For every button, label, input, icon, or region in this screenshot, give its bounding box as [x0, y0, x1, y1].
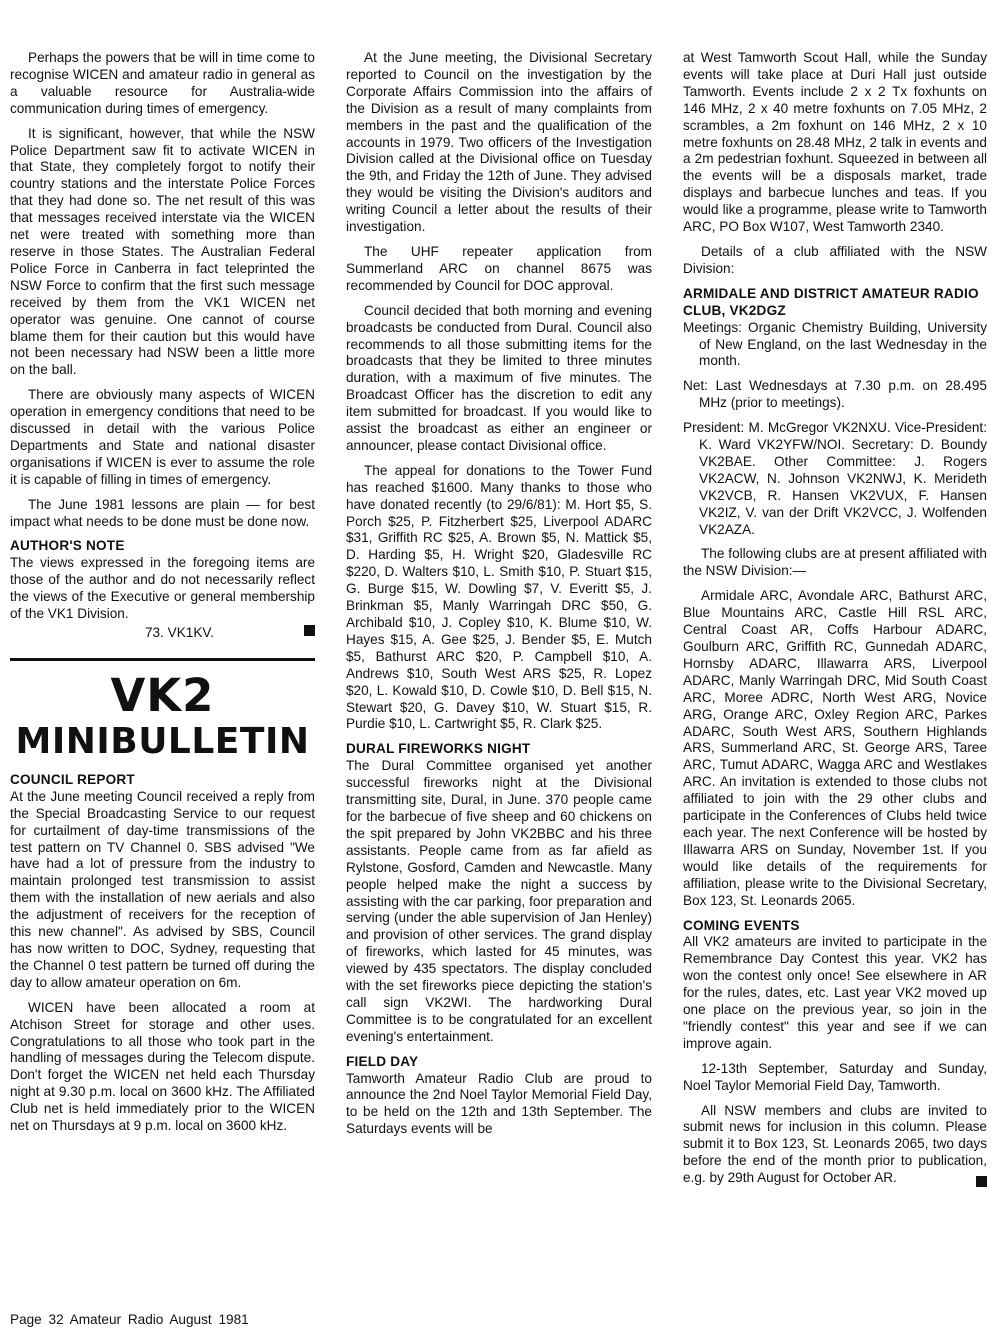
banner-title: VK2	[110, 668, 215, 722]
banner-subtitle: MINIBULLETIN	[15, 720, 310, 762]
paragraph: The UHF repeater application from Summerland ARC on channel 8675 was recommended by Council for DOC approval.	[346, 243, 652, 293]
section-heading-authors-note: AUTHOR'S NOTE	[10, 538, 125, 554]
column-2	[346, 50, 652, 1146]
section-heading-council-report: COUNCIL REPORT	[10, 771, 135, 787]
paragraph: 12-13th September, Saturday and Sunday, Noel Taylor Memorial Field Day, Tamworth.	[683, 1060, 987, 1093]
divider	[10, 658, 315, 661]
paragraph: At the June meeting, the Divisional Secretary reported to Council on the investigation by the Corporate Affairs Commission into the affairs of the Division as a result of many complaints from members in the past and the qualification of the accounts in 1979. Two officers of the Investigation Division called at the Divisional office on Tuesday the 9th, and Friday the 12th of June. They advised they would be visiting the Division's auditors and writing Council a letter about the results of their investigation.	[346, 50, 652, 235]
section-heading-field-day: FIELD DAY	[346, 1053, 419, 1069]
section-heading-coming-events: COMING EVENTS	[683, 917, 800, 933]
signature-line	[10, 625, 315, 642]
paragraph: The following clubs are at present affiliated with the NSW Division:—	[683, 546, 987, 579]
paragraph: at West Tamworth Scout Hall, while the Sunday events will take place at Duri Hall just outside Tamworth. Events include 2 x 2 Tx foxhunts on 146 MHz, 2 x 40 metre foxhunts on 7.05 MHz, 2 scrambles, a 2m foxhunt on 146 MHz, 2 x 10 metre foxhunts on 28.48 MHz, 2 talk in events and a 2m pedestrian foxhunt. Squeezed in between all the events will be a disposals market, trade displays and barbecue lunches and teas. If you would like a programme, please write to Tamworth ARC, PO Box W107, West Tamworth 2340.	[683, 50, 987, 235]
end-mark-icon	[976, 1176, 987, 1187]
club-net: Net: Last Wednesdays at 7.30 p.m. on 28.495 MHz (prior to meetings).	[683, 378, 987, 411]
paragraph: Council decided that both morning and evening broadcasts be conducted from Dural. Council also recommends to all those submitting items for the broadcasts that they be limited to three minutes duration, with a maximum of five minutes. The Broadcast Officer has the discretion to edit any item submitted for broadcast. If you would like to assist the broadcast as either an engineer or announcer, please contact Divisional office.	[346, 302, 652, 453]
club-meetings: Meetings: Organic Chemistry Building, University of New England, on the last Wednesday in the month.	[683, 319, 987, 369]
section-heading-dural-fireworks: DURAL FIREWORKS NIGHT	[346, 741, 531, 757]
paragraph: There are obviously many aspects of WICEN operation in emergency conditions that need to be discussed in detail with the various Police Departments and State and national disaster organisations if WICEN is ever to assume the role it is capable of filling in times of emergency.	[10, 387, 315, 487]
paragraph: All VK2 amateurs are invited to participate in the Remembrance Day Contest this year. VK2 has won the contest only once! See elsewhere in AR for the rules, dates, etc. Last year VK2 moved up one place on the previous year, so join in the "friendly contest" this year and see if we can improve again.	[683, 934, 987, 1051]
paragraph: Armidale ARC, Avondale ARC, Bathurst ARC, Blue Mountains ARC, Castle Hill RSL ARC, Central Coast AR, Coffs Harbour ADARC, Goulburn ARC, Griffith RC, Gunnedah ADARC, Hornsby ADARC, Illawarra ARS, Liverpool ADARC, Manly Warringah DRC, Mid South Coast ARC, Moree ADRC, North West ARG, Novice ARG, Orange ARC, Oxley Region ARC, Parkes ADARC, South West ARS, Southern Highlands ARS, Summerland ARC, St. George ARS, Taree ARC, Tumut ADARC, Wagga ARC and Westlakes ARC. An invitation is extended to those clubs not affiliated to join with the 29 other clubs and participate in the Conferences of Clubs held twice each year. The next Conference will be hosted by Illawarra ARS on Sunday, November 1st. If you would like details of the requirements for affiliation, please write to the Divisional Secretary, Box 123, St. Leonards 2065.	[683, 588, 987, 908]
paragraph: The Dural Committee organised yet another successful fireworks night at the Divisional transmitting site, Dural, in June. 370 people came for the barbecue of five sheep and 60 chickens on the spit prepared by John VK2BBC and his three assistants. People came from as far afield as Rylstone, Gosford, Camden and Newcastle. Many people helped make the night a success by assisting with the car parking, foor preparation and serving (under the able supervision of Jan Henley) and provision of other services. The grand display of fireworks, which lasted for 45 minutes, was viewed by 435 spectators. The display concluded with the set fireworks piece depicting the station's call sign VK2WI. The hardworking Dural Committee is to be congratulated for an excellent evening's entertainment.	[346, 758, 652, 1044]
page-footer: Page 32 Amateur Radio August 1981	[10, 1312, 249, 1327]
section-heading-armidale-club: ARMIDALE AND DISTRICT AMATEUR RADIO CLUB, VK2DGZ	[683, 285, 979, 318]
paragraph: It is significant, however, that while the NSW Police Department saw fit to activate WICEN in that State, they completely forgot to notify their country stations and the interstate Police Forces that they had done so. The net result of this was that messages received interstate via the WICEN net were treated with something more than reserve in those States. The Australian Federal Police Force in Canberra in fact teleprinted the NSW Force to confirm that the first such message received by them from the VK1 WICEN net operator was genuine. One cannot of course blame them for their caution but this would have not been necessary had NSW been a little more on the ball.	[10, 125, 315, 378]
paragraph: The appeal for donations to the Tower Fund has reached $1600. Many thanks to those who have donated recently (to 29/6/81): M. Hort $5, S. Porch $25, P. Fitzherbert $25, Liverpool ADARC $31, Griffith RC $25, A. Brown $5, N. Mattick $5, D. Harding $5, H. Wright $20, Gladesville RC $220, D. Walters $10, L. Smith $10, P. Stuart $15, G. Burge $15, W. Dowling $7, V. Everitt $5, J. Brinkman $5, Manly Warringah DRC $50, G. Archibald $10, J. Copley $10, K. Blume $10, W. Hayes $15, A. Gee $25, J. Bender $5, E. Mutch $5, Bathurst ARC $20, P. Campbell $10, A. Andrews $10, South West ARS $25, R. Lopez $20, L. Kowald $10, D. Cowle $10, D. Bell $15, N. Stewart $20, G. Davey $10, W. Stuart $15, R. Purdie $10, L. Cartwright $5, R. Clark $25.	[346, 462, 652, 732]
column-3	[683, 50, 987, 1192]
column-1	[10, 50, 315, 1143]
signature: 73. VK1KV.	[145, 625, 215, 640]
paragraph: WICEN have been allocated a room at Atchison Street for storage and other uses. Congratulations to all those who took part in the handling of messages during the Telecom dispute. Don't forget the WICEN net held each Thursday night at 9.30 p.m. local on 3600 kHz. The Affiliated Club net is held immediately prior to the WICEN net on Thursdays at 9 p.m. local on 3600 kHz.	[10, 999, 315, 1134]
minibulletin-banner	[10, 668, 315, 762]
paragraph: The views expressed in the foregoing items are those of the author and do not necessarily reflect the views of the Executive or general membership of the VK1 Division.	[10, 555, 315, 622]
paragraph: Perhaps the powers that be will in time come to recognise WICEN and amateur radio in general as a valuable resource for Australia-wide communication during times of emergency.	[10, 50, 315, 116]
paragraph: Details of a club affiliated with the NSW Division:	[683, 243, 987, 276]
paragraph: Tamworth Amateur Radio Club are proud to announce the 2nd Noel Taylor Memorial Field Day, to be held on the 12th and 13th September. The Saturdays events will be	[346, 1070, 652, 1137]
paragraph: All NSW members and clubs are invited to submit news for inclusion in this column. Please submit it to Box 123, St. Leonards 2065, two days before the end of the month prior to publication, e.g. by 29th August for October AR.	[683, 1102, 987, 1186]
paragraph: At the June meeting Council received a reply from the Special Broadcasting Service to our request for curtailment of day-time transmissions of the test pattern on TV Channel 0. SBS advised "We have had a lot of pressure from the industry to maintain prolonged test transmission to assist them with the installation of new aerials and also the adjustment of receivers for the reception of this new channel". As advised by SBS, Council has now written to DOC, Sydney, requesting that the Channel 0 test pattern be turned off during the day to allow amateur operation on 6m.	[10, 788, 315, 990]
club-officers: President: M. McGregor VK2NXU. Vice-President: K. Ward VK2YFW/NOI. Secretary: D. Boundy VK2BAE. Other Committee: J. Rogers VK2ACW, N. Johnson VK2NWJ, K. Merideth VK2VCB, R. Hansen VK2VUX, F. Hansen VK2IZ, V. van der Drift VK2VCC, J. Wolfenden VK2AZA.	[683, 420, 987, 537]
end-mark-icon	[304, 625, 315, 636]
paragraph: The June 1981 lessons are plain — for best impact what needs to be done must be done now.	[10, 496, 315, 529]
